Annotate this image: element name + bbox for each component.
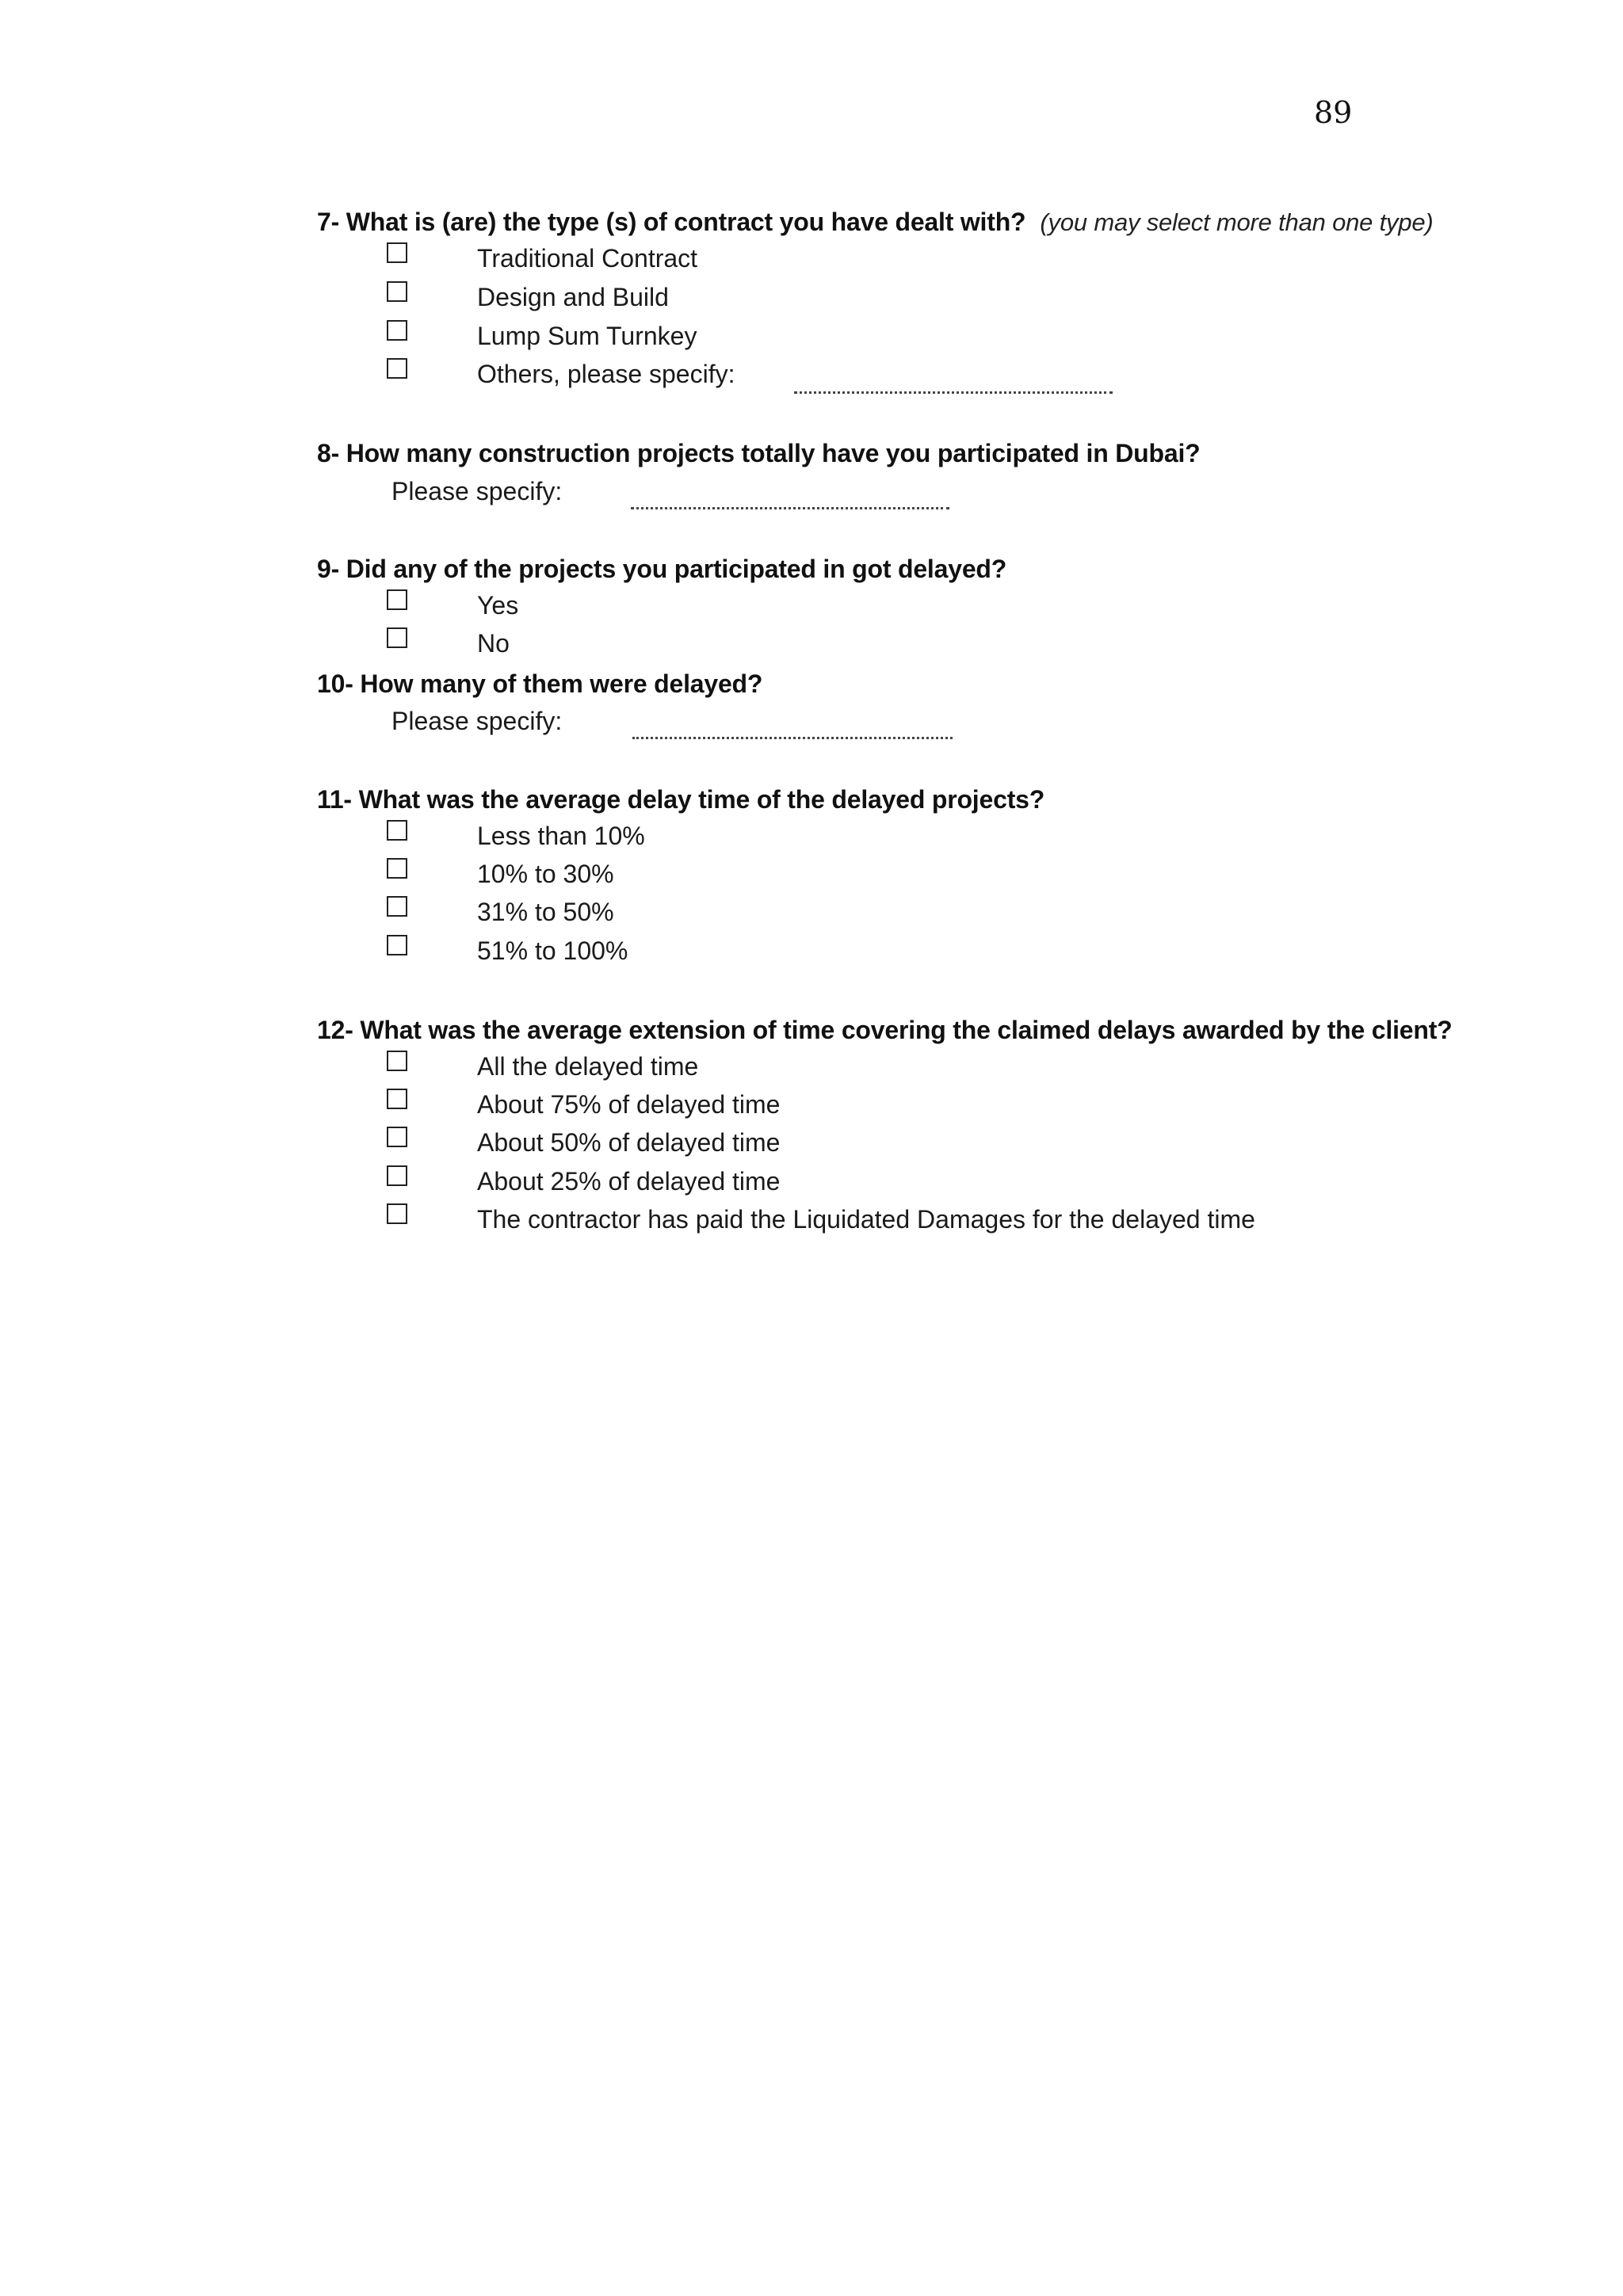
checkbox[interactable] — [387, 242, 407, 263]
question-7-hint: (you may select more than one type) — [1040, 208, 1434, 236]
option-about-50[interactable] — [387, 1127, 781, 1158]
question-8 — [317, 439, 1200, 468]
question-8-text: 8- How many construction projects totally have you participated in Dubai? — [317, 439, 1201, 467]
question-12-text: 12- What was the average extension of time covering the claimed delays awarded by the client? — [317, 1016, 1453, 1044]
option-label: 51% to 100% — [477, 936, 628, 965]
option-label: The contractor has paid the Liquidated Damages for the delayed time — [477, 1205, 1255, 1234]
question-8-specify-field[interactable] — [631, 504, 949, 509]
question-10-text: 10- How many of them were delayed? — [317, 669, 763, 698]
option-label: 31% to 50% — [477, 898, 614, 926]
option-51-to-100[interactable] — [387, 935, 628, 967]
checkbox[interactable] — [387, 896, 407, 917]
checkbox[interactable] — [387, 858, 407, 879]
question-10 — [317, 669, 762, 699]
option-no[interactable] — [387, 627, 510, 659]
question-11 — [317, 785, 1044, 814]
checkbox[interactable] — [387, 1051, 407, 1071]
option-label: About 75% of delayed time — [477, 1090, 781, 1119]
checkbox[interactable] — [387, 1089, 407, 1109]
option-label: Yes — [477, 591, 519, 620]
option-label: Lump Sum Turnkey — [477, 322, 697, 350]
question-10-specify-field[interactable] — [632, 734, 953, 739]
option-others[interactable] — [387, 358, 735, 390]
question-11-text: 11- What was the average delay time of the delayed projects? — [317, 785, 1045, 814]
option-liquidated-damages[interactable] — [387, 1203, 1255, 1235]
page-number: 89 — [1314, 95, 1353, 130]
question-9-text: 9- Did any of the projects you participated in got delayed? — [317, 555, 1007, 583]
question-9 — [317, 555, 1006, 584]
option-label: Traditional Contract — [477, 244, 698, 273]
question-7 — [317, 208, 1434, 237]
checkbox[interactable] — [387, 1127, 407, 1147]
option-31-to-50[interactable] — [387, 896, 614, 928]
checkbox[interactable] — [387, 1203, 407, 1224]
option-label: Others, please specify: — [477, 360, 735, 388]
option-yes[interactable] — [387, 589, 519, 621]
checkbox[interactable] — [387, 935, 407, 955]
checkbox[interactable] — [387, 820, 407, 841]
checkbox[interactable] — [387, 320, 407, 341]
checkbox[interactable] — [387, 627, 407, 648]
option-label: About 25% of delayed time — [477, 1167, 781, 1196]
option-10-to-30[interactable] — [387, 858, 614, 890]
question-12 — [317, 1016, 1453, 1045]
option-about-25[interactable] — [387, 1165, 781, 1197]
option-design-and-build[interactable] — [387, 281, 669, 313]
option-less-than-10[interactable] — [387, 820, 645, 852]
checkbox[interactable] — [387, 589, 407, 610]
option-about-75[interactable] — [387, 1089, 781, 1120]
option-label: 10% to 30% — [477, 860, 614, 888]
question-7-text: 7- What is (are) the type (s) of contract you have dealt with? — [317, 208, 1026, 236]
checkbox[interactable] — [387, 1165, 407, 1186]
option-label: About 50% of delayed time — [477, 1128, 781, 1157]
question-8-specify-label: Please specify: — [391, 477, 563, 505]
option-traditional-contract[interactable] — [387, 242, 698, 274]
option-label: All the delayed time — [477, 1052, 699, 1081]
option-lump-sum-turnkey[interactable] — [387, 320, 697, 352]
option-all-delayed-time[interactable] — [387, 1051, 699, 1082]
checkbox[interactable] — [387, 358, 407, 379]
option-label: Less than 10% — [477, 822, 645, 850]
checkbox[interactable] — [387, 281, 407, 302]
option-label: No — [477, 629, 510, 658]
others-specify-field[interactable] — [794, 388, 1113, 394]
option-label: Design and Build — [477, 283, 669, 311]
question-10-specify-label: Please specify: — [391, 707, 563, 735]
